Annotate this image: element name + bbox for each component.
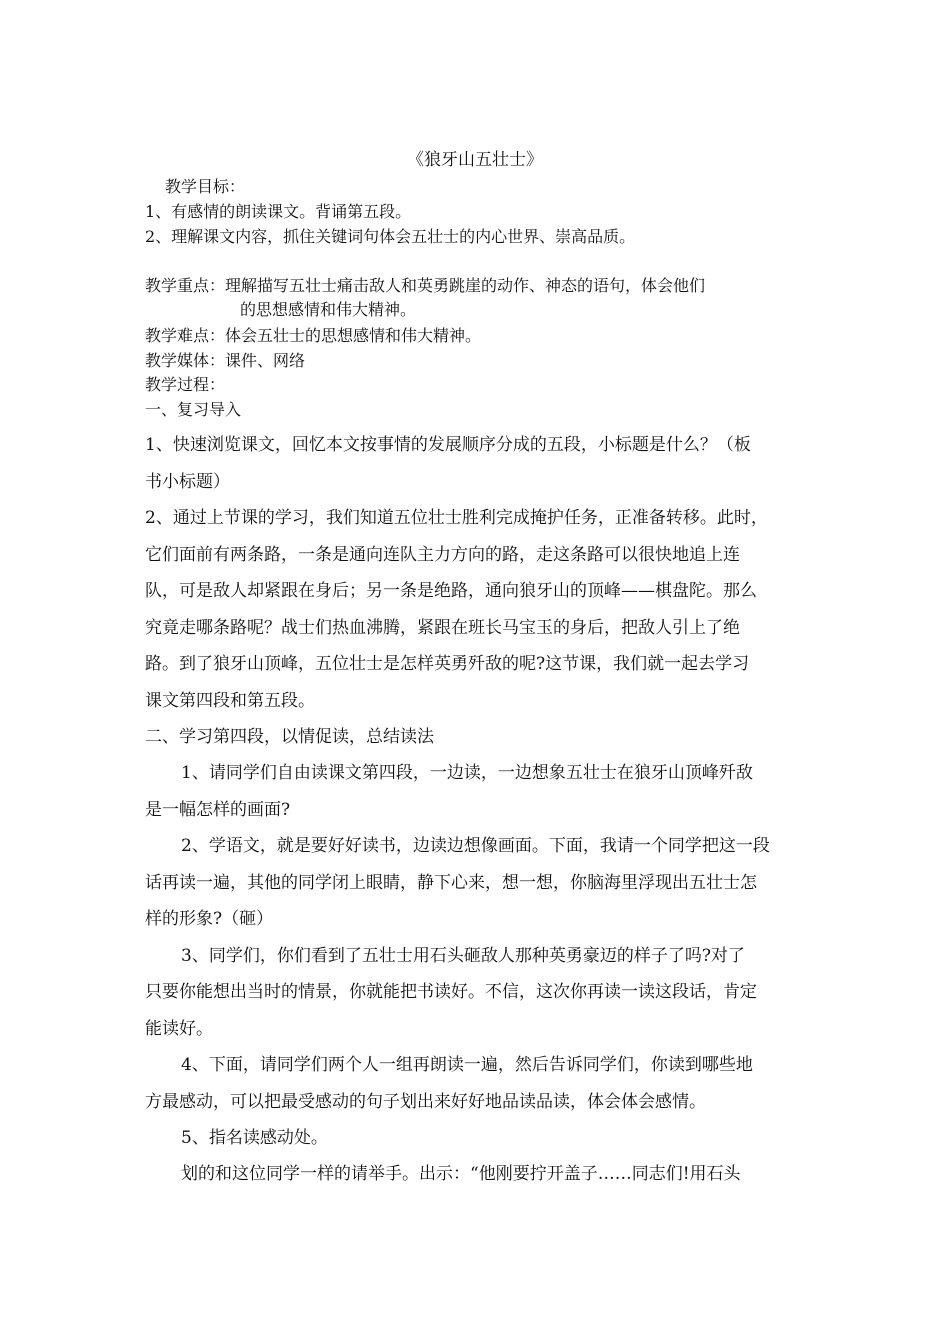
process-heading: 教学过程： bbox=[145, 375, 226, 394]
paragraph-line: 能读好。 bbox=[145, 1019, 213, 1039]
paragraph-line: 究竟走哪条路呢？战士们热血沸腾，紧跟在班长马宝玉的身后，把敌人引上了绝 bbox=[145, 618, 740, 638]
media-line: 教学媒体：课件、网络 bbox=[145, 351, 306, 370]
paragraph-line: 2、学语文，就是要好好读书，边读边想像画面。下面，我请一个同学把这一段 bbox=[181, 836, 770, 856]
key-point-line-1: 教学重点：理解描写五壮士痛击敌人和英勇跳崖的动作、神态的语句，体会他们 bbox=[145, 276, 706, 295]
paragraph-line: 队，可是敌人却紧跟在身后；另一条是绝路，通向狼牙山的顶峰——棋盘陀。那么 bbox=[145, 581, 757, 601]
paragraph-line: 只要你能想出当时的情景，你就能把书读好。不信，这次你再读一读这段话，肯定 bbox=[145, 982, 757, 1002]
paragraph-line: 2、通过上节课的学习，我们知道五位壮士胜利完成掩护任务，正准备转移。此时， bbox=[145, 508, 768, 528]
paragraph-line: 样的形象?（砸） bbox=[145, 909, 274, 929]
paragraph-line: 4、下面，请同学们两个人一组再朗读一遍，然后告诉同学们，你读到哪些地 bbox=[181, 1055, 753, 1075]
paragraph-line: 是一幅怎样的画面? bbox=[145, 800, 291, 820]
paragraph-line: 划的和这位同学一样的请举手。出示：“他刚要拧开盖子……同志们!用石头 bbox=[181, 1164, 741, 1184]
paragraph-line: 它们面前有两条路，一条是通向连队主力方向的路，走这条路可以很快地追上连 bbox=[145, 545, 740, 565]
goals-heading: 教学目标： bbox=[165, 177, 246, 196]
paragraph-line: 1、快速浏览课文，回忆本文按事情的发展顺序分成的五段，小标题是什么？（板 bbox=[145, 435, 751, 455]
goal-item-1: 1、有感情的朗读课文。背诵第五段。 bbox=[145, 202, 412, 221]
goal-item-2: 2、理解课文内容，抓住关键词句体会五壮士的内心世界、崇高品质。 bbox=[145, 227, 636, 246]
paragraph-line: 话再读一遍，其他的同学闭上眼睛，静下心来，想一想，你脑海里浮现出五壮士怎 bbox=[145, 873, 757, 893]
paragraph-line: 方最感动，可以把最受感动的句子划出来好好地品读品读，体会体会感情。 bbox=[145, 1092, 706, 1112]
paragraph-line: 1、请同学们自由读课文第四段，一边读，一边想象五壮士在狼牙山顶峰歼敌 bbox=[181, 763, 753, 783]
paragraph-line: 书小标题） bbox=[145, 472, 230, 492]
paragraph-line: 课文第四段和第五段。 bbox=[145, 691, 315, 711]
document-title: 《狼牙山五壮士》 bbox=[407, 150, 543, 170]
difficulty-line: 教学难点：体会五壮士的思想感情和伟大精神。 bbox=[145, 326, 482, 345]
key-point-line-2: 的思想感情和伟大精神。 bbox=[240, 300, 417, 319]
paragraph-line: 3、同学们，你们看到了五壮士用石头砸敌人那种英勇豪迈的样子了吗?对了 bbox=[181, 946, 745, 966]
section-heading-1: 一、复习导入 bbox=[145, 400, 242, 419]
paragraph-line: 5、指名读感动处。 bbox=[181, 1128, 328, 1148]
paragraph-line: 路。到了狼牙山顶峰，五位壮士是怎样英勇歼敌的呢?这节课，我们就一起去学习 bbox=[145, 654, 750, 674]
section-heading-2: 二、学习第四段，以情促读，总结读法 bbox=[145, 727, 434, 747]
